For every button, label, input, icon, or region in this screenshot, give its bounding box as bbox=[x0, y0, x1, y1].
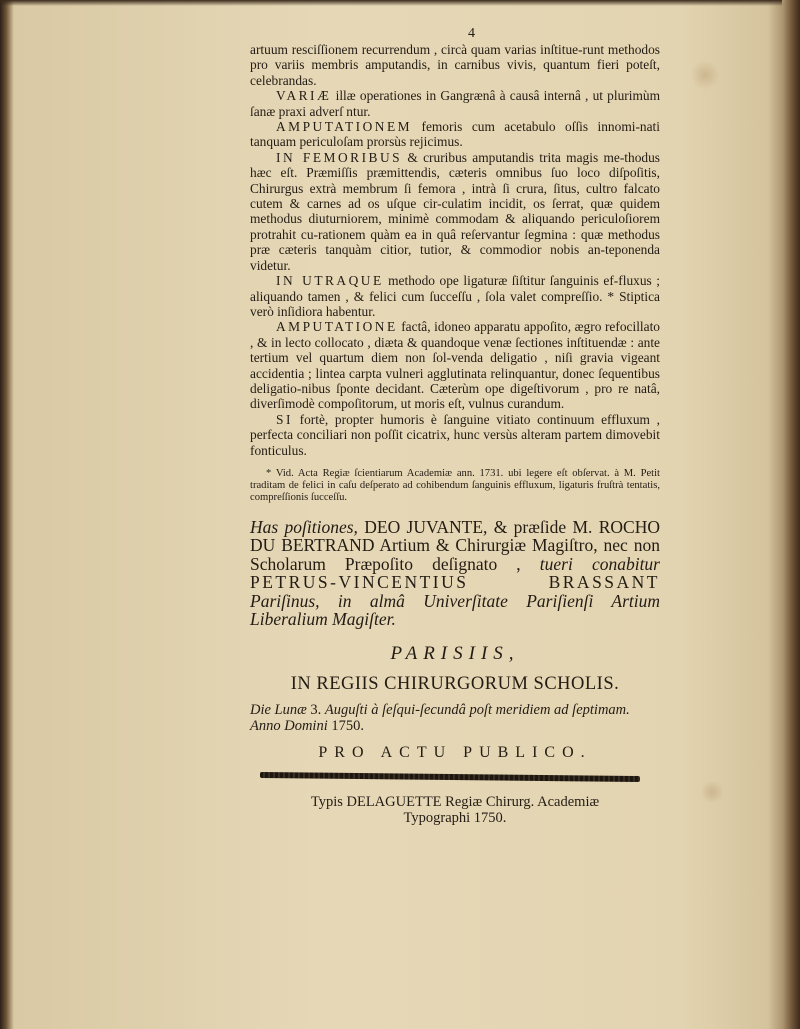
imprint-line-2: Typographi 1750. bbox=[403, 809, 507, 826]
paragraph-lead-word: SI bbox=[276, 411, 293, 427]
body-text bbox=[250, 42, 660, 458]
page-number: 4 bbox=[468, 26, 475, 41]
book-gutter bbox=[782, 0, 800, 1029]
paragraph-4: IN FEMORIBUS & cruribus amputandis trita magis me-thodus hæc eſt. Præmiſſis præmittendis, cæteris omnibus ſuo loco diſpoſitis, Chirurgus extrà membrum ſi femora , intrà ſi crura, ſitus, cultro falcato cutem & carnes ad os uſque cir-culatim incidit, os ſerrat, quæ quidem methodus diuturniorem, minimè commodam & aliquando periculoſiorem protrahit cu-rationem quàm ea in quâ reſervantur ſegmina : quæ methodus præ cæteris tanquàm citior, tutior, & commodior nobis an-teponenda videtur. bbox=[250, 149, 660, 273]
thesis-verb: tueri conabitur bbox=[520, 553, 660, 574]
thesis-title: Pariſinus, in almâ Univerſitate Pariſienſi Artium Liberalium Magiſter. bbox=[250, 590, 660, 630]
imprint bbox=[250, 794, 660, 826]
paragraph-lead-word: AMPUTATIONEM bbox=[276, 119, 413, 135]
date-number: 3. bbox=[306, 701, 325, 718]
thesis-praeses: DEO JUVANTE, & præſide M. ROCHO DU BERTRAND Artium & Chirurgiæ Magiſtro, nec non Scholarum Præpoſito deſignato , bbox=[250, 516, 661, 574]
paragraph-1: artuum resciſſionem recurrendum , circà quam varias inſtitue-runt methodos pro variis membris amputandis, in carnibus vivis, quantum fieri poteſt, celebrandas. bbox=[250, 42, 660, 88]
foxing-stain bbox=[690, 60, 720, 90]
page-top-edge bbox=[0, 0, 800, 6]
paragraph-lead-word: IN UTRAQUE bbox=[276, 273, 384, 289]
paragraph-3: AMPUTATIONEM femoris cum acetabulo oſſis innomi-nati tanquam periculoſam prorsùs rejicimus. bbox=[250, 119, 660, 150]
paragraph-5: IN UTRAQUE methodo ope ligaturæ ſiſtitur ſanguinis ef-fluxus ; aliquando tamen , & felici cum ſucceſſu , ſola valet compreſſio. * Stiptica verò inſidiora habentur. bbox=[250, 273, 660, 319]
imprint-line-1: Typis DELAGUETTE Regiæ Chirurg. Academiæ bbox=[310, 793, 600, 810]
date-day: Die Lunæ bbox=[250, 701, 307, 718]
paragraph-7: SI fortè, propter humoris è ſanguine vitiato continuum effluxum , perfecta conciliari non poſſit cicatrix, hunc versùs alteram partem dimovebit fonticulus. bbox=[250, 411, 660, 458]
footnote: * Vid. Acta Regiæ ſcientiarum Academiæ ann. 1731. ubi legere eſt obſervat. à M. Petit traditam de felici in caſu deſperato ad cohibendum ſanguinis effluxum, ligaturis fruſtrà tentatis, compreſſionis ſucceſſu. bbox=[250, 467, 660, 503]
venue: IN REGIIS CHIRURGORUM SCHOLIS. bbox=[290, 673, 620, 694]
date-time: Auguſti à ſeſqui-ſecundâ poſt meridiem ad ſeptimam. Anno Domini bbox=[250, 701, 630, 734]
city: PARISIIS, bbox=[390, 642, 520, 664]
date-line bbox=[250, 702, 660, 734]
paragraph-2: VARIÆ illæ operationes in Gangrænâ à causâ internâ , ut plurimùm ſanæ praxi adverſ ntur. bbox=[250, 88, 660, 119]
foxing-stain bbox=[700, 780, 724, 804]
paragraph-lead-word: VARIÆ bbox=[276, 88, 332, 104]
pro-actu-publico: PRO ACTU PUBLICO. bbox=[318, 743, 592, 761]
document-page bbox=[250, 26, 661, 826]
ornamental-rule bbox=[260, 772, 640, 782]
paragraph-6: AMPUTATIONE factâ, idoneo apparatu appoſito, ægro refocillato , & in lecto collocato , diæta & quandoque venæ ſectiones inſtituendæ : ante tertium vel quartum diem non ſol-venda deligatio , niſi gravia vigeant accidentia ; lintea carpta vulneri agglutinata relinquantur, donec ſequentibus deligatio-nibus ſponte decidant. Cæterùm ope digeſtivorum , pro re natâ, diverſimodè compoſitorum, ut moris eſt, vulnus curandum. bbox=[250, 319, 660, 412]
date-year: 1750. bbox=[327, 717, 364, 734]
thesis-respondent: PETRUS-VINCENTIUS BRASSANT bbox=[250, 572, 660, 593]
paragraph-lead-word: AMPUTATIONE bbox=[276, 319, 398, 335]
thesis-intro: Has poſitiones, bbox=[250, 516, 358, 537]
paragraph-lead-word: IN FEMORIBUS bbox=[276, 149, 403, 165]
thesis-statement bbox=[250, 518, 660, 629]
